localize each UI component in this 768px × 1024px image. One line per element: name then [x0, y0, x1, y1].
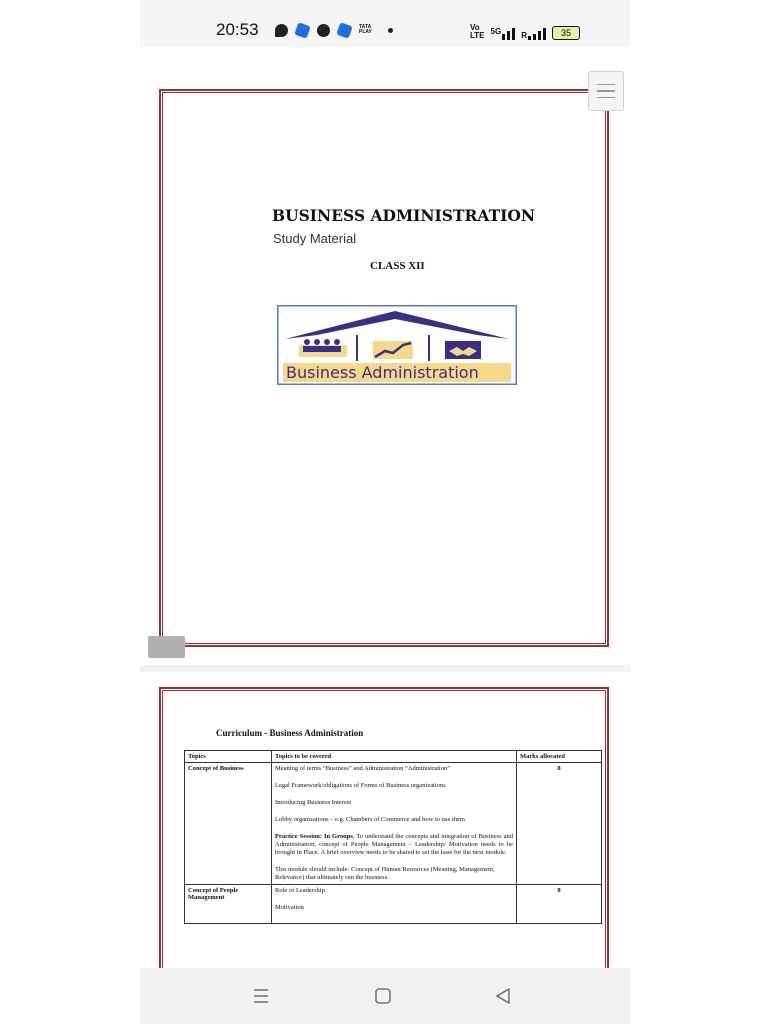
table-row [185, 763, 602, 885]
home-icon[interactable] [373, 986, 393, 1006]
hamburger-menu-icon[interactable] [588, 71, 624, 111]
covered-item: Lobby organizations – e.g. Chambers of Commerce and how to use them [275, 816, 465, 823]
signal-5g [491, 28, 516, 40]
phone-screen [140, 0, 630, 1024]
more-notifications-dot [388, 28, 393, 33]
table-header-marks: Marks allocated [517, 751, 602, 763]
roaming-label: R [521, 31, 527, 40]
document-title: BUSINESS ADMINISTRATION [272, 206, 536, 225]
document-subtitle: Study Material [273, 231, 357, 246]
covered-item: Introducing Business Interest [275, 799, 352, 806]
topic-cell: Concept of Business [185, 763, 272, 885]
marks-cell: 8 [517, 763, 602, 885]
battery-indicator: 35 [552, 26, 580, 40]
business-administration-logo [277, 305, 517, 385]
marks-cell: 8 [517, 885, 602, 924]
class-label: CLASS XII [370, 260, 425, 272]
signal-bars-icon [502, 28, 515, 40]
topic-cell: Concept of People Management [185, 885, 272, 924]
status-bar [140, 0, 630, 47]
table-row [185, 885, 602, 924]
logo-text: Business Administration [286, 363, 479, 382]
volte-label: Vo LTE [470, 23, 485, 40]
document-page-1 [140, 70, 630, 665]
document-viewer[interactable] [140, 70, 630, 968]
network-type-label: 5G [490, 27, 502, 36]
tata-play-icon: TATA PLAY [359, 24, 372, 35]
status-time: 20:53 [216, 20, 259, 39]
covered-cell [272, 885, 517, 924]
covered-item: Role of Leadership [275, 887, 325, 894]
covered-cell [272, 763, 517, 885]
app-notification-icon-2 [336, 22, 353, 39]
table-header-topics: Topics [185, 751, 272, 763]
curriculum-table [184, 750, 602, 924]
signal-roaming [521, 28, 546, 40]
navigation-bar [140, 968, 630, 1024]
covered-item: This module should include- Concept of Human Resources (Meaning, Management, Relevance) that ultimately run the business. [275, 866, 495, 881]
recent-apps-icon[interactable] [252, 986, 270, 1006]
back-icon[interactable] [493, 986, 513, 1006]
system-status [470, 20, 580, 40]
notification-icons [275, 22, 393, 38]
chat-icon [275, 24, 288, 37]
curriculum-heading: Curriculum - Business Administration [216, 728, 364, 738]
covered-item: Practice Session: In Groups, To understand the concepts and integration of Business and Administration, concept of People Management – Leadership/ Motivation needs to be brought in Place. A brief overview needs to be shared to set the base for the next module. [275, 833, 513, 856]
document-page-2 [140, 672, 630, 968]
covered-item: Meaning of terms “Business” and Administration “Administration” [275, 765, 451, 772]
covered-item: Motivation [275, 904, 304, 911]
table-header-covered: Topics to be covered [272, 751, 517, 763]
scrollbar-thumb[interactable] [148, 636, 185, 658]
app-notification-icon [294, 22, 311, 39]
signal-bars-icon-2 [528, 28, 546, 40]
facebook-icon [317, 24, 330, 37]
table-header-row [185, 751, 602, 763]
covered-item: Legal Framework/obligations of Forms of Business organizations [275, 782, 446, 789]
